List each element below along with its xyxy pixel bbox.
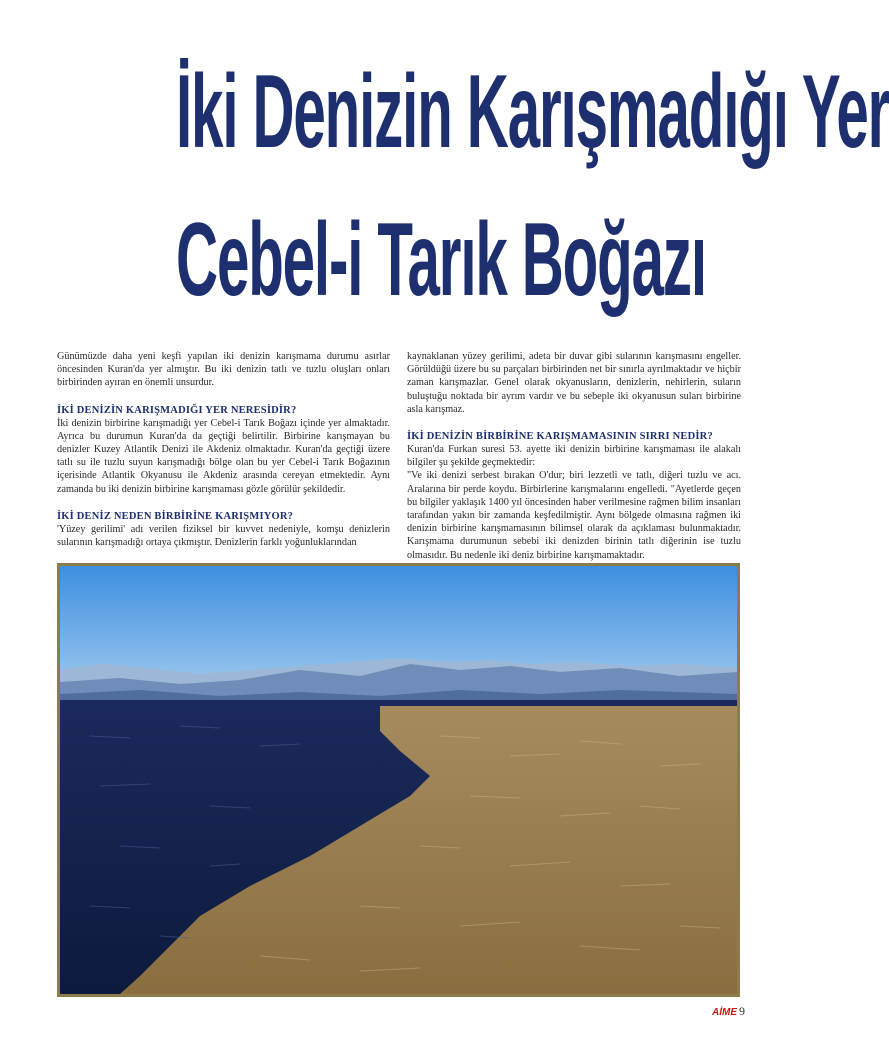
right-column (407, 350, 741, 562)
page-number: 9 (739, 1004, 745, 1018)
section-body-3b: "Ve iki denizi serbest bırakan O'dur; biri lezzetli ve tatlı, diğeri tuzlu ve acı. Aralarına bir perde koydu. Birbirlerine karışmalarını engelledi. "Ayetlerde geçen bu bilgiler yaklaşık 1400 yıl öncesinden haber verilmesine rağmen bilim insanları tarafından yakın bir zamanda keşfedilmiştir. Aynı bölgede olmasına rağmen iki denizin birbirine karışmamasının bilimsel olarak da açıklaması bulunmaktadır. Karışmama durumunun sebebi iki denizden birinin tatlı diğerinin ise tuzlu olmasıdır. Bu nedenle iki deniz birbirine karışmamaktadır. (407, 470, 741, 561)
magazine-logo: AİME (712, 1007, 737, 1018)
left-column (57, 350, 390, 549)
section-heading-3: İKİ DENİZİN BİRBİRİNE KARIŞMAMASININ SIRRI NEDİR? (407, 431, 713, 443)
intro-paragraph: Günümüzde daha yeni keşfi yapılan iki denizin karışmama durumu asırlar öncesinden Kuran'da yer almıştır. Bu iki denizin tatlı ve tuzlu oluşları onları birbirinden ayıran en önemli unsurdur. (57, 351, 390, 389)
section-heading-2: İKİ DENİZ NEDEN BİRBİRİNE KARIŞMIYOR? (57, 510, 294, 522)
page-footer (712, 1004, 745, 1019)
page-title-line2: Cebel-i Tarık Boğazı (176, 202, 706, 318)
page-title-line1: İki Denizin Karışmadığı Yer (176, 54, 889, 170)
section-body-1: İki denizin birbirine karışmadığı yer Cebel-i Tarık Boğazı içinde yer almaktadır. Ayrıca bu durumun Kuran'da da geçtiği belirtilir. Birbirine karışmayan bu denizler Kuzey Atlantik Denizi ile Akdeniz olmaktadır. Kuran'da geçtiği üzere tatlı su ile tuzlu suyun karışmadığı bölge olan bu yer Cebel-i Tarık Boğazının içerisinde Atlantik Okyanusu ile Akdeniz arasında cereyan etmektedir. Aynı zamanda bu iki denizin birbirine karışmaması gözle görülür şekildedir. (57, 417, 390, 495)
seas-photo (57, 563, 740, 997)
continuation-paragraph: kaynaklanan yüzey gerilimi, adeta bir duvar gibi sularının karışmasını engeller. Görüldüğü üzere bu su parçaları birbirinden net bir sınırla ayrılmaktadır ve hiçbir zaman karışmazlar. Genel olarak okyanusların, denizlerin, nehirlerin, suların buluştuğu noktada bir ayrım vardır ve bu sebeple iki okyanusun suları birbirine asla karışmaz. (407, 351, 741, 415)
section-heading-1: İKİ DENİZİN KARIŞMADIĞI YER NERESİDİR? (57, 404, 297, 416)
section-body-2: 'Yüzey gerilimi' adı verilen fiziksel bir kuvvet nedeniyle, komşu denizlerin sularının karışmadığı ortaya çıkmıştır. Denizlerin farklı yoğunluklarından (57, 523, 390, 549)
section-body-3a: Kuran'da Furkan suresi 53. ayette iki denizin birbirine karışmaması ile alakalı bilgiler şu şekilde geçmektedir: (407, 444, 741, 469)
